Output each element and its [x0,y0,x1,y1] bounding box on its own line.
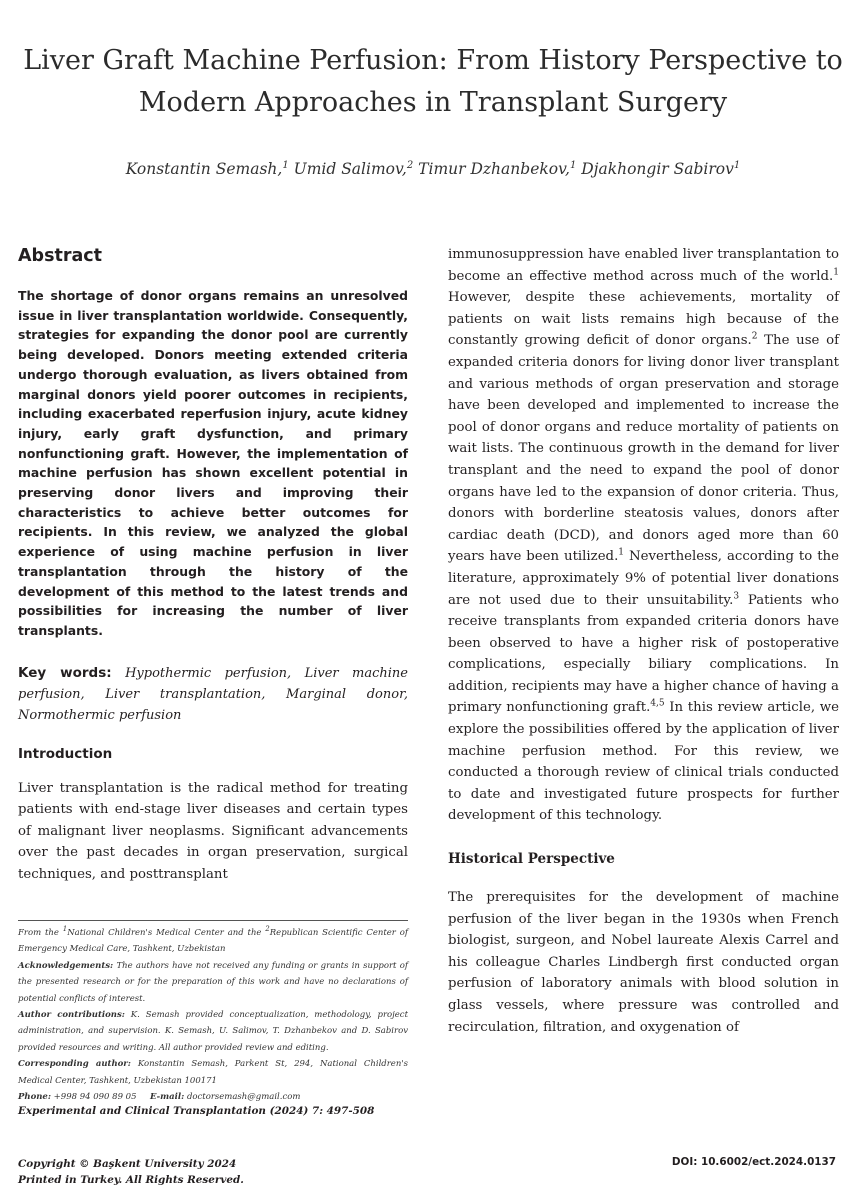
keywords-text: Hypothermic perfusion, Liver machine perfusion, Liver transplantation, Marginal donor, Normothermic perfusion [18,665,408,723]
introduction-heading: Introduction [18,745,113,762]
title-line-1: Liver Graft Machine Perfusion: From History Perspective to [23,45,843,76]
phone-label: Phone: [18,1092,51,1103]
copyright-line: Copyright © Başkent University 2024 [18,1158,237,1170]
text-run: immunosuppression have enabled liver transplantation to become an effective method across much of the world. [448,247,839,284]
footnotes [18,925,408,1105]
author-list [0,160,866,178]
author-affiliation: 2 [406,160,414,171]
acknowledgements-text: The authors have not received any funding or grants in support of the presented research or for the preparation of this work and have no declarations of potential conflicts of interest. [18,960,408,1004]
historical-perspective-heading: Historical Perspective [448,851,615,868]
author-affiliation: 1 [569,160,577,171]
copyright-notice [18,1156,244,1188]
citation: 4,5 [650,699,665,710]
text-run: The use of expanded criteria donors for living donor liver transplant and various methods of organ preservation and storage have been developed and implemented to increase the pool of donor organs and reduce mortality of patients on wait lists. The continuous growth in the demand for liver transplant and the need to expand the pool of donor organs have led to the expansion of donor criteria. Thus, donors with borderline steatosis values, donors after cardiac death (DCD), and donors aged more than 60 years have been utilized. [448,333,839,565]
author-affiliation: 1 [282,160,289,171]
journal-reference: Experimental and Clinical Transplantation (2024) 7: 497-508 [18,1105,375,1117]
abstract-text: The shortage of donor organs remains an unresolved issue in liver transplantation worldwide. Consequently, strategies for expanding the donor pool are currently being developed. Donors meeting extended criteria undergo thorough evaluation, as livers obtained from marginal donors yield poorer outcomes in recipients, including exacerbated reperfusion injury, acute kidney injury, early graft dysfunction, and primary nonfunctioning graft. However, the implementation of machine perfusion has shown excellent potential in preserving donor livers and improving their characteristics to achieve better outcomes for recipients. In this review, we analyzed the global experience of using machine perfusion in liver transplantation through the history of the development of this method to the latest trends and possibilities for increasing the number of liver transplants. [18,288,408,638]
author-name: Umid Salimov, [293,160,407,179]
author-name: Konstantin Semash, [125,160,283,179]
affiliation-sup: 1 [62,925,68,934]
doi: DOI: 10.6002/ect.2024.0137 [671,1156,836,1168]
historical-paragraph: The prerequisites for the development of machine perfusion of the liver began in the 1930s when French biologist, surgeon, and Nobel laureate Alexis Carrel and his colleague Charles Lindbergh first conducted organ perfusion of laboratory animals with blood solution in glass vessels, where pressure was controlled and recirculation, filtration, and oxygenation of [448,890,839,1035]
text-run: In this review article, we explore the possibilities offered by the application of liver machine perfusion method. For this review, we conducted a thorough review of clinical trials conducted to date and investigated future prospects for further development of this technology. [448,700,839,824]
affiliation-text: Republican Scientific Center of Emergency Medical Care, Tashkent, Uzbekistan [18,928,408,955]
citation: 1 [618,547,625,558]
author-affiliation: 1 [733,160,741,171]
contributions-text: K. Semash provided conceptualization, methodology, project administration, and supervision. K. Semash, U. Salimov, T. Dzhanbekov and D. Sabirov provided resources and writing. All author provided review and editing. [18,1010,408,1053]
footnote-divider [18,920,408,921]
contributions-label: Author contributions: [18,1010,125,1021]
citation: 2 [751,331,758,342]
keywords [18,663,408,726]
text-run: Nevertheless, according to the literature, approximately 9% of potential liver donations are not used due to their unsuitability. [448,549,839,608]
left-column [18,246,408,886]
article-title [0,40,866,124]
citation: 3 [733,591,740,602]
email-address: doctorsemash@gmail.com [184,1092,301,1103]
affiliation-text: National Children's Medical Center and the [67,928,266,938]
affiliation-sup: 2 [265,925,270,934]
email-label: E-mail: [150,1092,185,1103]
author-name: Timur Dzhanbekov, [418,160,570,179]
keywords-label: Key words: [18,664,112,681]
rights-line: Printed in Turkey. All Rights Reserved. [18,1174,244,1186]
abstract-heading: Abstract [18,246,103,266]
citation: 1 [833,267,839,278]
right-column [448,244,839,1038]
author-name: Djakhongir Sabirov [581,160,734,179]
corresponding-note [18,1056,408,1089]
introduction-paragraph: Liver transplantation is the radical method for treating patients with end-stage liver diseases and certain types of malignant liver neoplasms. Significant advancements over the past decades in organ preservation, surgical techniques, and posttransplant [18,780,408,883]
acknowledgements-label: Acknowledgements: [18,960,114,971]
affiliation-text: From the [18,928,63,938]
contributions-note [18,1007,408,1056]
corresponding-label: Corresponding author: [18,1059,131,1070]
text-run: However, despite these achievements, mortality of patients on wait lists remains high because of the constantly growing deficit of donor organs. [448,290,839,349]
contact-note [18,1089,408,1105]
acknowledgements-note [18,958,408,1007]
text-run: Patients who receive transplants from expanded criteria donors have been observed to have a higher risk of postoperative complications, especially biliary complications. In addition, recipients may have a higher chance of having a primary nonfunctioning graft. [448,592,839,716]
affiliations-note [18,925,408,958]
phone-number: +998 94 090 89 05 [50,1092,137,1103]
introduction-continued [448,244,839,827]
corresponding-text: Konstantin Semash, Parkent St, 294, National Children's Medical Center, Tashkent, Uzbekistan 100171 [18,1059,408,1086]
title-line-2: Modern Approaches in Transplant Surgery [138,87,728,118]
